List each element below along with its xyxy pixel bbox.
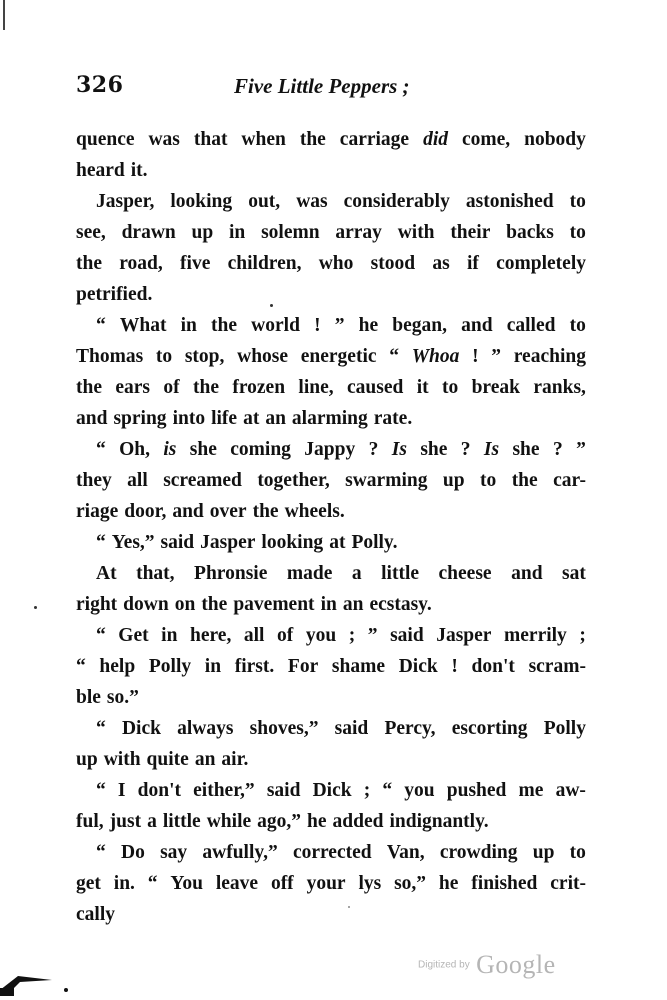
text-line: petrified.	[76, 284, 153, 305]
body-text	[76, 124, 586, 930]
text-line: up with quite an air.	[76, 749, 249, 770]
margin-tick-mark	[3, 0, 5, 30]
text-line: Thomas to stop, whose energetic “ Whoa ! ” reaching	[76, 346, 586, 367]
text-line: “ Oh, is she coming Jappy ? Is she ? Is she ? ”	[96, 439, 586, 460]
text-line: they all screamed together, swarming up to the car-	[76, 470, 586, 491]
text-line: ful, just a little while ago,” he added indignantly.	[76, 811, 489, 832]
running-title: Five Little Peppers ;	[234, 74, 410, 98]
text-line: the ears of the frozen line, caused it to break ranks,	[76, 377, 586, 398]
text-line: quence was that when the carriage did come, nobody	[76, 129, 586, 150]
stray-ink-dot	[34, 606, 37, 609]
text-line: At that, Phronsie made a little cheese and sat	[96, 563, 586, 584]
text-line: cally	[76, 904, 115, 925]
text-line: right down on the pavement in an ecstasy.	[76, 594, 432, 615]
text-line: get in. “ You leave off your lys so,” he finished crit-	[76, 873, 586, 894]
text-line: riage door, and over the wheels.	[76, 501, 345, 522]
text-line: and spring into life at an alarming rate.	[76, 408, 413, 429]
page-number: 326	[76, 72, 124, 98]
text-line: “ Yes,” said Jasper looking at Polly.	[96, 532, 398, 553]
stray-ink-dot	[348, 906, 350, 908]
text-line: see, drawn up in solemn array with their backs to	[76, 222, 586, 243]
google-logo: Google	[476, 950, 556, 979]
text-line: “ Get in here, all of you ; ” said Jasper merrily ;	[96, 625, 586, 646]
text-line: ble so.”	[76, 687, 139, 708]
text-line: “ help Polly in first. For shame Dick ! don't scram-	[76, 656, 586, 677]
text-line: “ What in the world ! ” he began, and called to	[96, 315, 586, 336]
text-line: the road, five children, who stood as if completely	[76, 253, 586, 274]
digitized-prefix: Digitized by	[418, 959, 470, 971]
page-header	[76, 72, 586, 102]
page-corner-mark	[0, 968, 70, 996]
text-line: “ I don't either,” said Dick ; “ you pushed me aw-	[96, 780, 586, 801]
text-line: heard it.	[76, 160, 148, 181]
text-line: “ Do say awfully,” corrected Van, crowding up to	[96, 842, 586, 863]
digitized-watermark	[418, 950, 556, 980]
text-line: “ Dick always shoves,” said Percy, escorting Polly	[96, 718, 586, 739]
text-line: Jasper, looking out, was considerably astonished to	[96, 191, 586, 212]
stray-ink-dot	[270, 304, 273, 307]
